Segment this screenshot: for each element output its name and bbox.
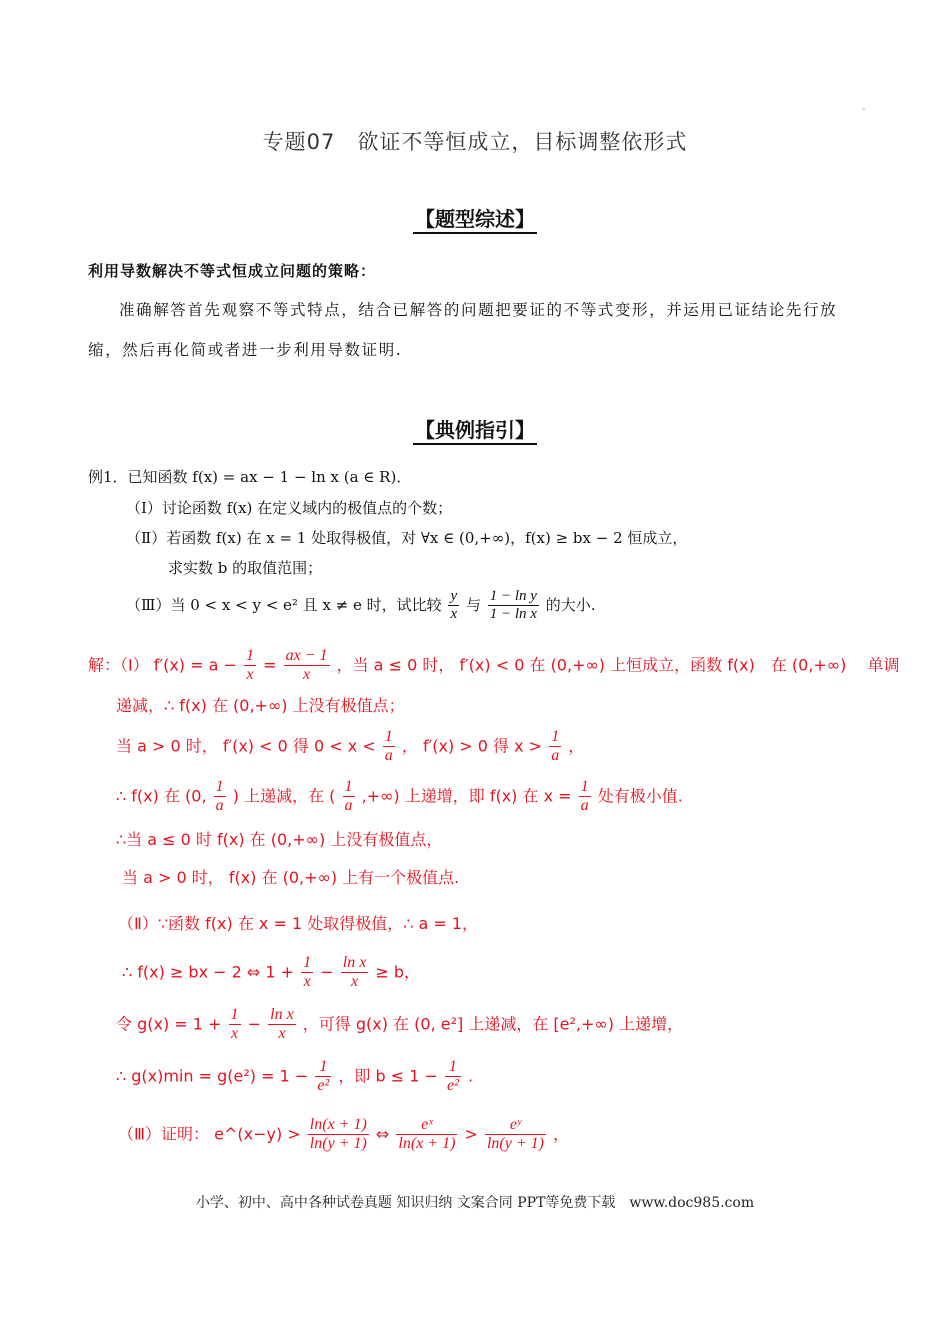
sol4-text-c: ,+∞) 上递增，即 f(x) 在 x = <box>361 786 572 806</box>
frac-den: a <box>344 797 353 815</box>
frac-num: ln x <box>341 954 369 973</box>
fraction <box>268 1006 296 1044</box>
page-mark: - <box>862 104 866 115</box>
example-part-3 <box>126 588 595 624</box>
frac-den: e² <box>317 1077 330 1095</box>
frac-den: x <box>278 1025 286 1043</box>
frac-den: a <box>215 797 224 815</box>
sol9-text-c: ，可得 g(x) 在 (0, e²] 上递减，在 [e²,+∞) 上递增， <box>302 1014 684 1034</box>
frac-num: 1 <box>315 1058 331 1077</box>
fraction <box>229 1006 241 1044</box>
strategy-heading: 利用导数解决不等式恒成立问题的策略： <box>88 262 377 280</box>
section-heading-examples <box>0 414 950 443</box>
frac-den: x <box>246 666 254 684</box>
example-part-2: （Ⅱ）若函数 f(x) 在 x = 1 处取得极值，对 ∀x ∈ (0,+∞)，f(x) ≥ bx − 2 恒成立， <box>126 529 688 547</box>
sol10-text-b: ，即 b ≤ 1 − <box>338 1066 438 1086</box>
sol8-text-a: ∴ f(x) ≥ bx − 2 ⇔ 1 + <box>122 962 295 982</box>
frac-den: 1 − ln x <box>489 606 537 623</box>
frac-den: ln(y + 1) <box>486 1135 544 1153</box>
frac-num: ln(x + 1) <box>308 1116 369 1135</box>
sol3-text-a: 当 a > 0 时， f′(x) < 0 得 0 < x < <box>116 736 376 756</box>
frac-num: eˣ <box>396 1116 457 1135</box>
sol8-text-c: ≥ b， <box>375 962 421 982</box>
section-heading-overview <box>0 203 950 232</box>
frac-num: 1 − ln y <box>488 588 539 606</box>
sol9-text-b: − <box>247 1014 262 1034</box>
solution-line-5: ∴当 a ≤ 0 时 f(x) 在 (0,+∞) 上没有极值点， <box>116 830 443 849</box>
sol4-text-d: 处有极小值. <box>597 786 683 806</box>
frac-num: y <box>448 588 459 606</box>
frac-den: e² <box>446 1077 459 1095</box>
example-part-2-cont: 求实数 b 的取值范围； <box>168 559 323 577</box>
solution-line-10 <box>116 1058 473 1096</box>
part3-text-mid: 与 <box>465 595 481 614</box>
fraction <box>214 778 226 816</box>
solution-line-6: 当 a > 0 时， f(x) 在 (0,+∞) 上有一个极值点. <box>122 868 460 887</box>
sol9-text-a: 令 g(x) = 1 + <box>116 1014 222 1034</box>
frac-den: a <box>551 747 560 765</box>
solution-line-2: 递减，∴ f(x) 在 (0,+∞) 上没有极值点； <box>116 696 405 715</box>
fraction <box>284 647 330 685</box>
frac-den: a <box>384 747 393 765</box>
frac-num: 1 <box>244 647 256 666</box>
sol10-text-c: . <box>467 1066 474 1086</box>
fraction <box>445 1058 461 1096</box>
frac-den: x <box>450 606 458 623</box>
fraction <box>383 728 395 766</box>
frac-num: 1 <box>579 778 591 797</box>
solution-line-9 <box>116 1006 683 1044</box>
frac-num: 1 <box>214 778 226 797</box>
sol11-text-a: （Ⅲ）证明： e^(x−y) > <box>118 1124 301 1144</box>
sol4-text-a: ∴ f(x) 在 (0, <box>116 786 207 806</box>
frac-den: ln(y + 1) <box>309 1135 367 1153</box>
fraction <box>485 1116 546 1154</box>
example-statement: 例1．已知函数 f(x) = ax − 1 − ln x (a ∈ R)． <box>88 468 412 486</box>
frac-den: x <box>230 1025 239 1043</box>
sol8-text-b: − <box>320 962 334 982</box>
frac-den: ln(x + 1) <box>398 1135 456 1153</box>
fraction <box>549 728 561 766</box>
fraction <box>308 1116 369 1154</box>
sol1-text-b: ，当 a ≤ 0 时， f′(x) < 0 在 (0,+∞) 上恒成立，函数 f(x) 在 (0,+∞) 单调 <box>336 655 900 675</box>
part3-text-post: 的大小. <box>545 595 596 614</box>
frac-num: 1 <box>383 728 395 747</box>
solution-line-3 <box>116 728 584 766</box>
fraction-ln <box>488 588 539 624</box>
frac-num: ln x <box>268 1006 296 1025</box>
section-heading-overview-label: 【题型综述】 <box>413 207 537 234</box>
fraction-y-over-x <box>448 588 459 624</box>
sol11-text-c: > <box>464 1124 478 1144</box>
frac-den: x <box>350 973 359 991</box>
frac-num: 1 <box>445 1058 461 1077</box>
fraction <box>244 647 256 685</box>
frac-den: x <box>303 973 311 991</box>
fraction <box>301 954 313 992</box>
solution-line-4 <box>116 778 683 816</box>
frac-num: 1 <box>301 954 313 973</box>
solution-line-11 <box>118 1116 569 1154</box>
frac-den: a <box>580 797 589 815</box>
frac-num: ax − 1 <box>284 647 330 666</box>
sol11-text-d: ， <box>553 1124 570 1144</box>
solution-line-7: （Ⅱ）∵函数 f(x) 在 x = 1 处取得极值，∴ a = 1， <box>118 914 479 933</box>
sol11-text-b: ⇔ <box>375 1124 390 1144</box>
fraction <box>343 778 355 816</box>
strategy-paragraph: 准确解答首先观察不等式特点，结合已解答的问题把要证的不等式变形，并运用已证结论先行放缩，然后再化简或者进一步利用导数证明. <box>88 301 838 359</box>
fraction <box>396 1116 457 1154</box>
frac-num: eʸ <box>485 1116 546 1135</box>
sol4-text-b: ) 上递减，在 ( <box>232 786 336 806</box>
solution-line-8 <box>122 954 420 992</box>
sol1-text-a: 解：（Ⅰ） f′(x) = a − <box>88 655 237 675</box>
frac-num: 1 <box>549 728 561 747</box>
sol1-eq: = <box>263 655 277 675</box>
page-title: 专题07 欲证不等恒成立，目标调整依形式 <box>262 130 688 154</box>
frac-den: x <box>302 666 311 684</box>
part3-text-pre: （Ⅲ）当 0 < x < y < e² 且 x ≠ e 时，试比较 <box>126 595 442 614</box>
sol3-text-c: ， <box>568 736 585 756</box>
fraction <box>315 1058 331 1096</box>
sol3-text-b: ， f′(x) > 0 得 x > <box>401 736 543 756</box>
frac-num: 1 <box>229 1006 241 1025</box>
frac-num: 1 <box>343 778 355 797</box>
page-footer: 小学、初中、高中各种试卷真题 知识归纳 文案合同 PPT等免费下载 www.doc985.com <box>195 1195 755 1211</box>
example-part-1: （Ⅰ）讨论函数 f(x) 在定义域内的极值点的个数； <box>126 499 453 517</box>
sol10-text-a: ∴ g(x)min = g(e²) = 1 − <box>116 1066 309 1086</box>
section-heading-examples-label: 【典例指引】 <box>413 418 537 445</box>
solution-line-1 <box>88 647 899 685</box>
fraction <box>341 954 369 992</box>
fraction <box>579 778 591 816</box>
